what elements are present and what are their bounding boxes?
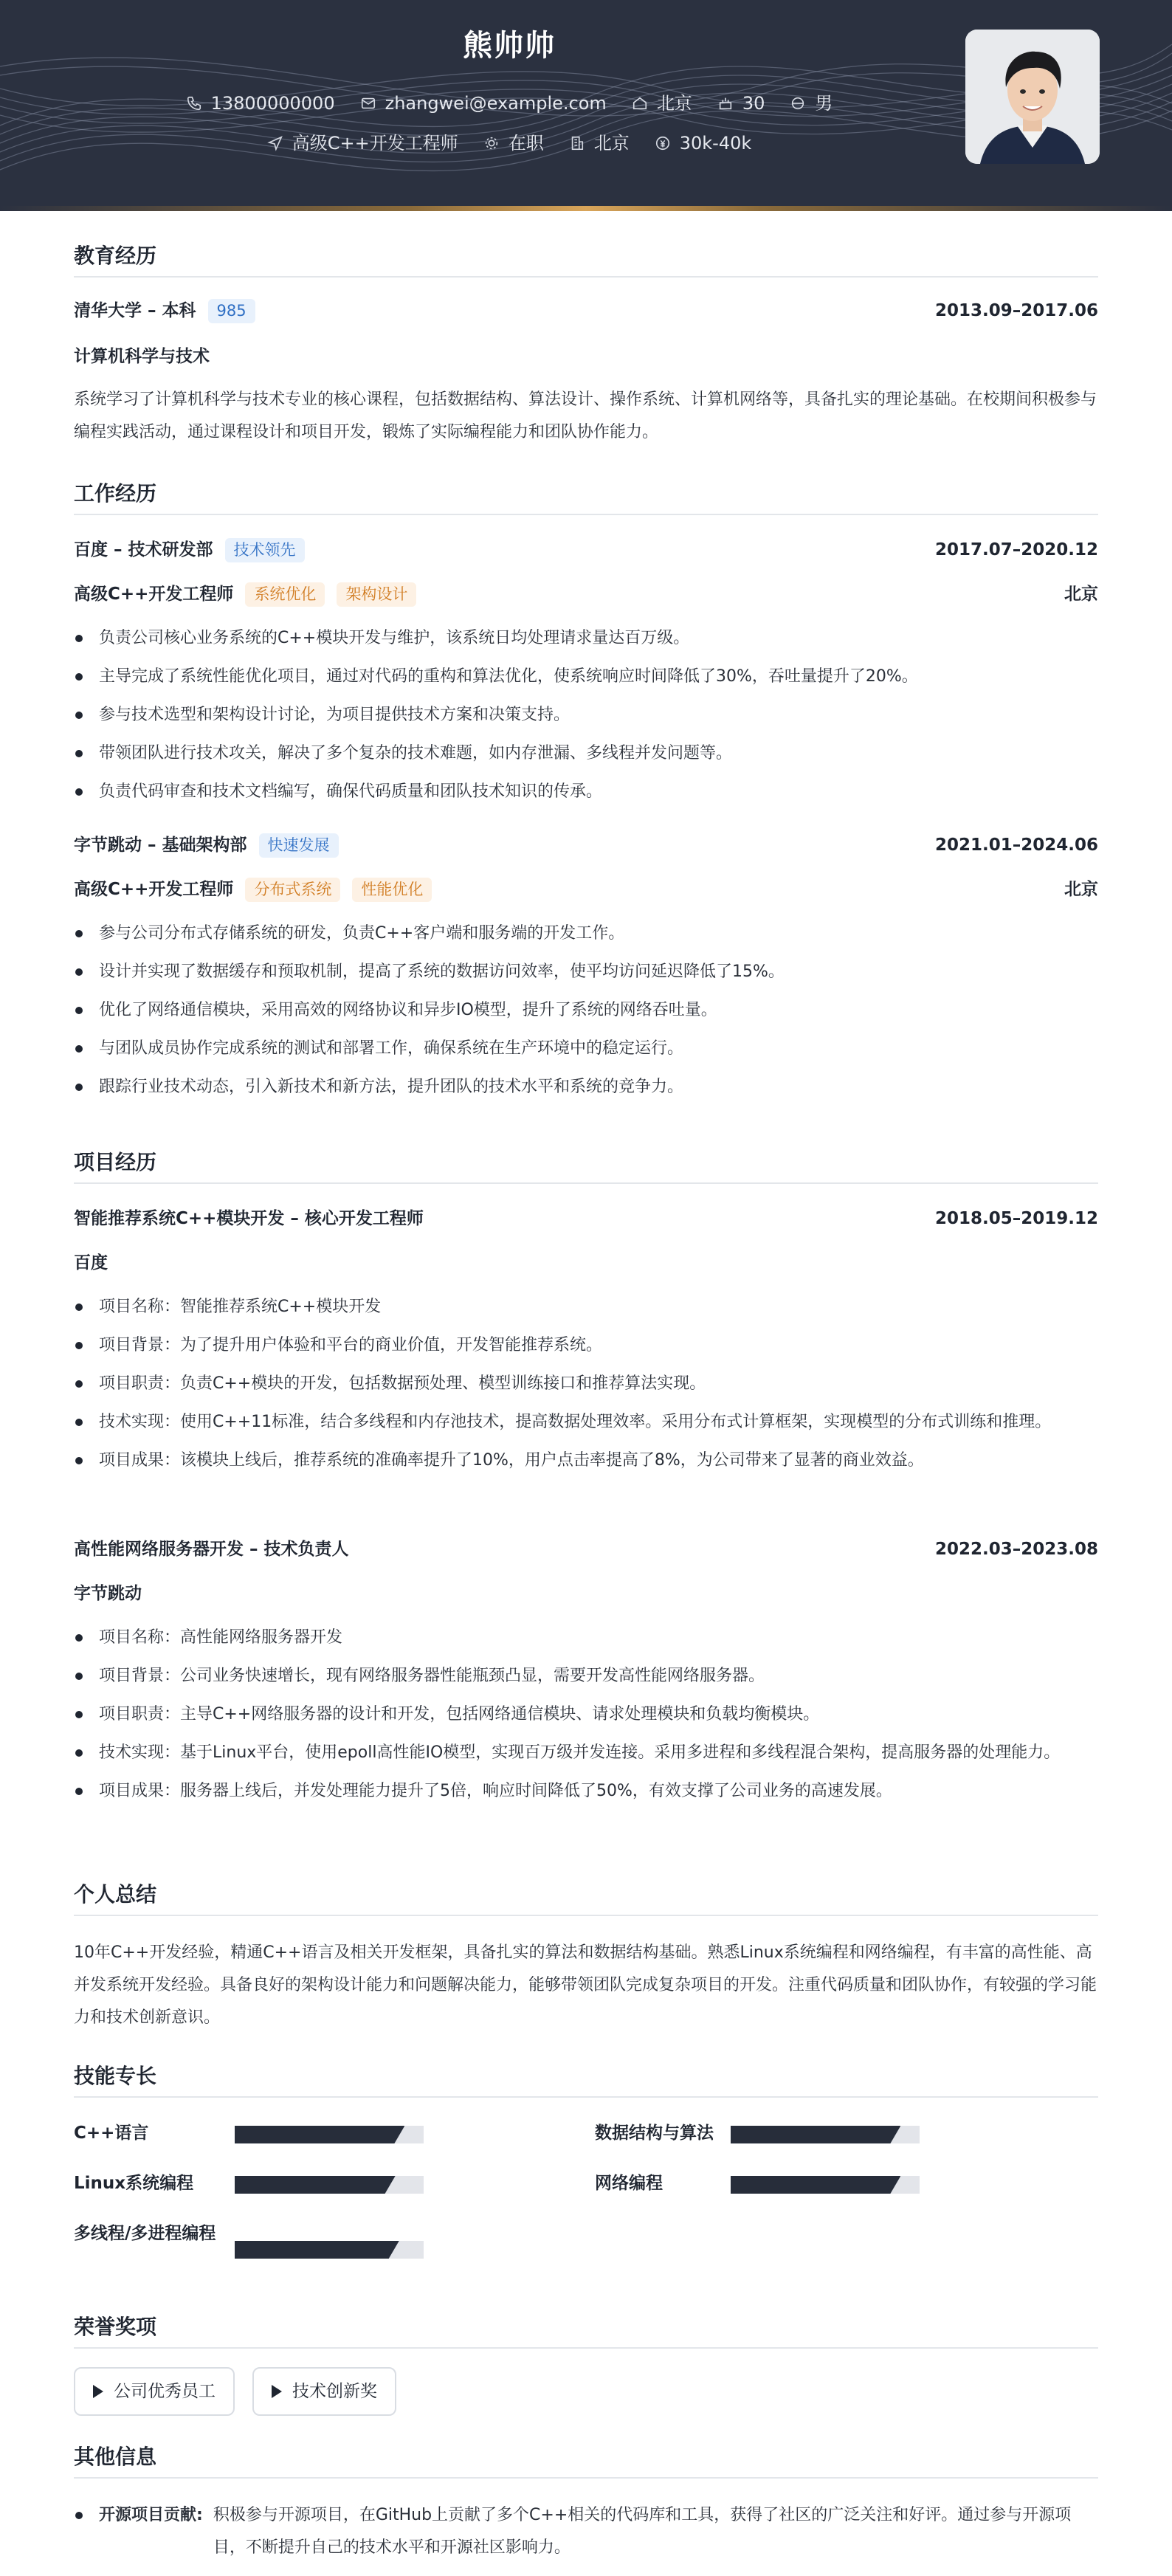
project-company: 字节跳动 <box>74 1584 142 1603</box>
project-bullet-list <box>74 1291 1098 1483</box>
project-bullet: 项目背景：公司业务快速增长，现有网络服务器性能瓶颈凸显，需要开发高性能网络服务器。 <box>74 1660 1098 1692</box>
gender-text: 男 <box>815 93 833 114</box>
section-title-awards: 荣誉奖项 <box>74 2312 1098 2349</box>
project-bullet: 技术实现：基于Linux平台，使用epoll高性能IO模型，实现百万级并发连接。采用多进程和多线程混合架构，提高服务器的处理能力。 <box>74 1737 1098 1769</box>
phone-icon <box>186 95 202 111</box>
award-badge <box>252 2367 396 2416</box>
project-bullet-list <box>74 1622 1098 1814</box>
skill-bar-fill <box>731 2176 900 2194</box>
avatar-illustration <box>965 30 1100 164</box>
skill-bar-fill <box>235 2241 399 2259</box>
skill-bar-fill <box>235 2176 396 2194</box>
status-text: 在职 <box>508 133 544 154</box>
salary-text: 30k-40k <box>679 133 752 154</box>
work-bullet-list <box>74 917 1098 1109</box>
school-tag: 985 <box>208 299 255 323</box>
summary-text: 10年C++开发经验，精通C++语言及相关开发框架，具备扎实的算法和数据结构基础。熟悉Linux系统编程和网络编程，有丰富的高性能、高并发系统开发经验。具备良好的架构设计能力和问题解决能力，能够带领团队完成复杂项目的开发。注重代码质量和团队协作，有较强的学习能力和技术创新意识。 <box>74 1943 1097 2027</box>
project-bullet: 项目职责：负责C++模块的开发，包括数据预处理、模型训练接口和推荐算法实现。 <box>74 1368 1098 1400</box>
work-dates: 2021.01–2024.06 <box>934 836 1098 855</box>
project-bullet: 项目背景：为了提升用户体验和平台的商业价值，开发智能推荐系统。 <box>74 1329 1098 1362</box>
contact-row <box>0 90 1018 117</box>
section-title-work: 工作经历 <box>74 478 1098 515</box>
target-city-item <box>569 130 630 156</box>
person-icon <box>790 95 806 111</box>
email-item <box>360 90 607 117</box>
project-dates: 2022.03–2023.08 <box>934 1540 1098 1559</box>
phone-text: 13800000000 <box>210 93 335 114</box>
target-city-text: 北京 <box>593 133 630 154</box>
project-bullet: 项目名称：智能推荐系统C++模块开发 <box>74 1291 1098 1323</box>
work-bullet: 优化了网络通信模块，采用高效的网络协议和异步IO模型，提升了系统的网络吞吐量。 <box>74 994 1098 1027</box>
gear-icon <box>483 135 500 151</box>
skill-name: Linux系统编程 <box>74 2174 194 2193</box>
project-bullet: 技术实现：使用C++11标准，结合多线程和内存池技术，提高数据处理效率。采用分布式计算框架，实现模型的分布式训练和推理。 <box>74 1406 1098 1439</box>
project-item-header <box>74 1206 1098 1232</box>
work-item-header <box>74 833 1098 858</box>
education-dates: 2013.09–2017.06 <box>934 301 1098 320</box>
avatar-photo <box>965 30 1100 164</box>
education-item-header <box>74 298 1098 324</box>
skill-name: 多线程/多进程编程 <box>74 2224 216 2243</box>
award-name: 技术创新奖 <box>292 2381 377 2401</box>
project-company: 百度 <box>74 1253 108 1272</box>
work-bullet: 参与公司分布式存储系统的研发，负责C++客户端和服务端的开发工作。 <box>74 917 1098 950</box>
age-item <box>717 90 765 117</box>
work-bullet: 与团队成员协作完成系统的测试和部署工作，确保系统在生产环境中的稳定运行。 <box>74 1033 1098 1065</box>
city-item <box>632 90 692 117</box>
role-tag: 系统优化 <box>245 582 325 607</box>
send-icon <box>267 135 283 151</box>
skill-bar-fill <box>731 2126 900 2143</box>
skill-bar <box>235 2126 424 2143</box>
phone-item <box>186 90 335 117</box>
email-text: zhangwei@example.com <box>385 93 607 114</box>
job-role: 高级C++开发工程师 <box>74 880 234 899</box>
award-name: 公司优秀员工 <box>114 2381 216 2401</box>
salary-item <box>655 130 752 156</box>
work-role-row <box>74 582 1098 607</box>
section-title-summary: 个人总结 <box>74 1879 1098 1916</box>
position-text: 高级C++开发工程师 <box>292 133 458 154</box>
section-title-education: 教育经历 <box>74 241 1098 278</box>
work-city: 北京 <box>1064 880 1098 899</box>
section-title-projects: 项目经历 <box>74 1147 1098 1184</box>
other-info-item <box>74 2499 1098 2564</box>
work-bullet: 负责公司核心业务系统的C++模块开发与维护，该系统日均处理请求量达百万级。 <box>74 622 1098 655</box>
project-dates: 2018.05–2019.12 <box>934 1209 1098 1228</box>
school-name: 清华大学 – 本科 <box>74 301 196 320</box>
city-text: 北京 <box>656 93 692 114</box>
education-major: 计算机科学与技术 <box>74 347 210 366</box>
section-title-other: 其他信息 <box>74 2442 1098 2479</box>
company-tag: 技术领先 <box>225 538 305 562</box>
work-bullet-list <box>74 622 1098 814</box>
project-bullet: 项目成果：服务器上线后，并发处理能力提升了5倍，响应时间降低了50%，有效支撑了公司业务的高速发展。 <box>74 1775 1098 1808</box>
company-name: 百度 – 技术研发部 <box>74 540 213 559</box>
project-bullet: 项目名称：高性能网络服务器开发 <box>74 1622 1098 1654</box>
job-intent-row <box>0 130 1018 156</box>
gender-item <box>790 90 833 117</box>
building-icon <box>569 135 585 151</box>
role-tag: 分布式系统 <box>245 878 340 902</box>
company-name: 字节跳动 – 基础架构部 <box>74 836 247 855</box>
skill-bar <box>731 2176 920 2194</box>
section-title-skills: 技能专长 <box>74 2061 1098 2098</box>
role-tag: 架构设计 <box>337 582 416 607</box>
project-title: 智能推荐系统C++模块开发 – 核心开发工程师 <box>74 1209 424 1228</box>
job-role: 高级C++开发工程师 <box>74 585 234 604</box>
skill-bar <box>235 2176 424 2194</box>
skill-bar <box>235 2241 424 2259</box>
position-item <box>267 130 458 156</box>
status-item <box>483 130 544 156</box>
other-info-list <box>74 2499 1098 2570</box>
play-icon <box>272 2385 282 2398</box>
resume-header <box>0 0 1172 211</box>
work-bullet: 负责代码审查和技术文档编写，确保代码质量和团队技术知识的传承。 <box>74 776 1098 808</box>
home-icon <box>632 95 648 111</box>
age-text: 30 <box>742 93 765 114</box>
money-icon <box>655 135 671 151</box>
other-info-label: 开源项目贡献: <box>99 2506 203 2524</box>
work-bullet: 设计并实现了数据缓存和预取机制，提高了系统的数据访问效率，使平均访问延迟降低了15%。 <box>74 956 1098 988</box>
work-bullet: 参与技术选型和架构设计讨论，为项目提供技术方案和决策支持。 <box>74 699 1098 731</box>
work-role-row <box>74 877 1098 903</box>
work-city: 北京 <box>1064 585 1098 604</box>
project-bullet: 项目职责：主导C++网络服务器的设计和开发，包括网络通信模块、请求处理模块和负载均衡模块。 <box>74 1698 1098 1731</box>
skill-name: 数据结构与算法 <box>595 2124 714 2143</box>
mail-icon <box>360 95 376 111</box>
project-bullet: 项目成果：该模块上线后，推荐系统的准确率提升了10%，用户点击率提高了8%，为公司带来了显著的商业效益。 <box>74 1444 1098 1477</box>
company-tag: 快速发展 <box>259 833 339 858</box>
other-info-text: 积极参与开源项目，在GitHub上贡献了多个C++相关的代码库和工具，获得了社区的广泛关注和好评。通过参与开源项目，不断提升自己的技术水平和开源社区影响力。 <box>213 2506 1072 2557</box>
skill-bar-fill <box>235 2126 404 2143</box>
work-bullet: 带领团队进行技术攻关，解决了多个复杂的技术难题，如内存泄漏、多线程并发问题等。 <box>74 737 1098 770</box>
skill-name: 网络编程 <box>595 2174 663 2193</box>
header-gold-divider <box>0 206 1172 211</box>
work-item-header <box>74 537 1098 563</box>
skill-name: C++语言 <box>74 2124 149 2143</box>
cake-icon <box>717 95 734 111</box>
skill-bar <box>731 2126 920 2143</box>
work-bullet: 主导完成了系统性能优化项目，通过对代码的重构和算法优化，使系统响应时间降低了30%，吞吐量提升了20%。 <box>74 661 1098 693</box>
work-dates: 2017.07–2020.12 <box>934 540 1098 559</box>
play-icon <box>93 2385 103 2398</box>
project-title: 高性能网络服务器开发 – 技术负责人 <box>74 1540 349 1559</box>
work-bullet: 跟踪行业技术动态，引入新技术和新方法，提升团队的技术水平和系统的竞争力。 <box>74 1071 1098 1103</box>
project-item-header <box>74 1537 1098 1563</box>
role-tag: 性能优化 <box>352 878 432 902</box>
education-description: 系统学习了计算机科学与技术专业的核心课程，包括数据结构、算法设计、操作系统、计算机网络等，具备扎实的理论基础。在校期间积极参与编程实践活动，通过课程设计和项目开发，锻炼了实际编程能力和团队协作能力。 <box>74 390 1097 441</box>
award-badge <box>74 2367 235 2416</box>
candidate-name: 熊帅帅 <box>463 29 556 63</box>
